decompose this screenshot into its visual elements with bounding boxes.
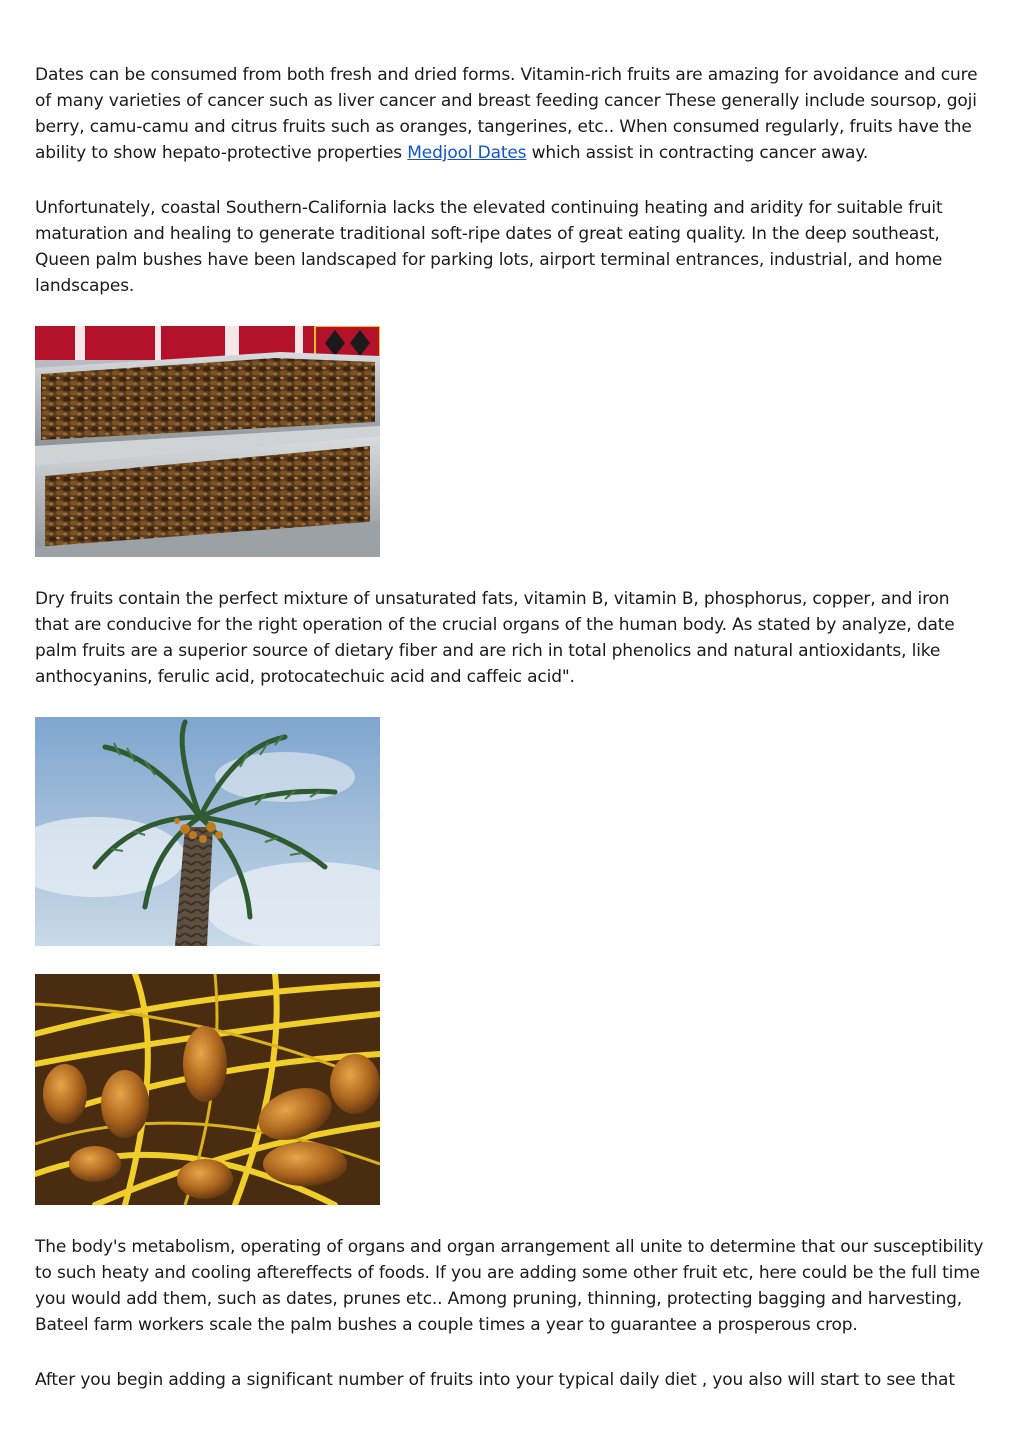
dates-on-stalks-image [35, 974, 380, 1205]
paragraph-3: Dry fruits contain the perfect mixture of unsaturated fats, vitamin B, vitamin B, phosphorus, copper, and iron that are conducive for the right operation of the crucial organs of the human body. As stated by analyze, date palm fruits are a superior source of dietary fiber and are rich in total phenolics and natural antioxidants, like anthocyanins, ferulic acid, protocatechuic acid and caffeic acid". [35, 589, 955, 687]
medjool-dates-link[interactable]: Medjool Dates [407, 143, 527, 163]
paragraph-5: After you begin adding a significant number of fruits into your typical daily diet , you also will start to see that [35, 1370, 955, 1390]
paragraph-2: Unfortunately, coastal Southern-California lacks the elevated continuing heating and aridity for suitable fruit maturation and healing to generate traditional soft-ripe dates of great eating quality. In the deep southeast, Queen palm bushes have been landscaped for parking lots, airport terminal entrances, industrial, and home landscapes. [35, 198, 943, 296]
date-palm-tree-image [35, 717, 380, 946]
paragraph-1-text-start: Dates can be consumed from both fresh and dried forms. Vitamin-rich fruits are amazing for avoidance and cure of many varieties of cancer such as liver cancer and breast feeding cancer These generally include soursop, goji berry, camu-camu and citrus fruits such as oranges, tangerines, etc.. When consumed regularly, fruits have the ability to show hepato-protective properties [35, 65, 978, 163]
paragraph-1 [35, 62, 985, 166]
paragraph-4: The body's metabolism, operating of organs and organ arrangement all unite to determine that our susceptibility to such heaty and cooling aftereffects of foods. If you are adding some other fruit etc, here could be the full time you would add them, such as dates, prunes etc.. Among pruning, thinning, protecting bagging and harvesting, Bateel farm workers scale the palm bushes a couple times a year to guarantee a prosperous crop. [35, 1237, 984, 1335]
dates-trays-image [35, 326, 380, 557]
paragraph-1-text-end: which assist in contracting cancer away. [526, 143, 869, 163]
